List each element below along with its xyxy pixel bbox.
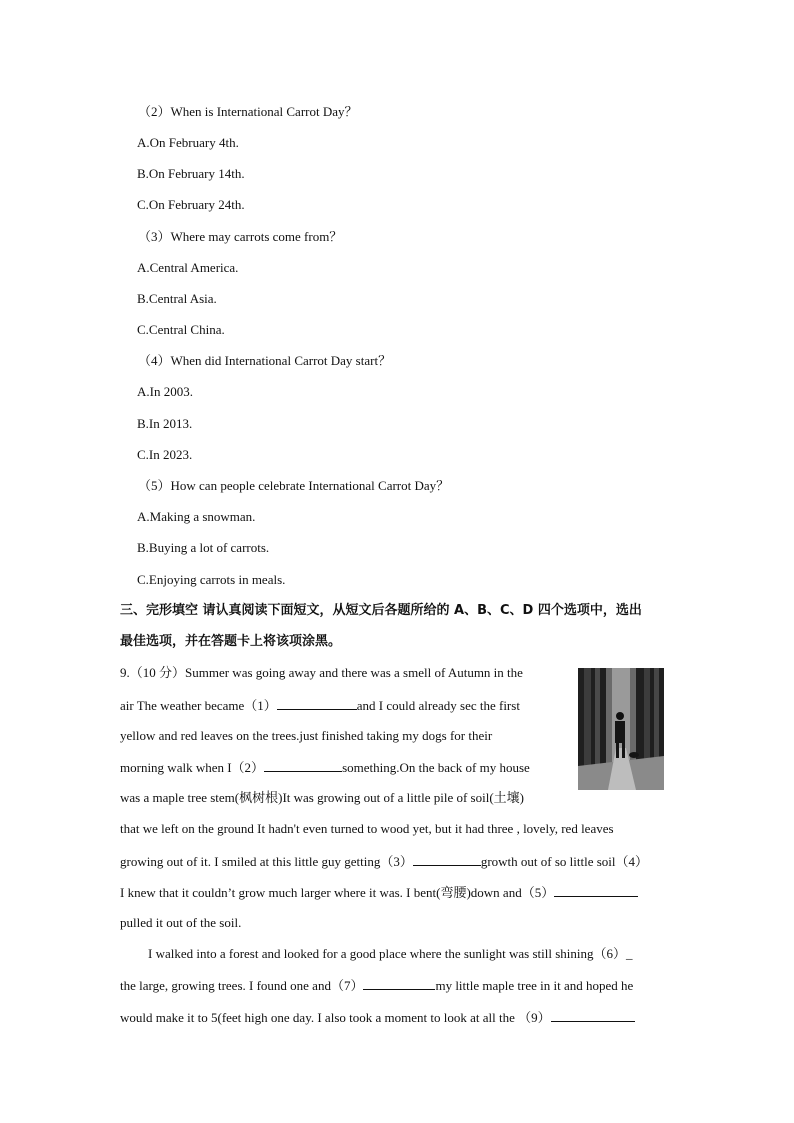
question-3-option-a: A.Central America. (137, 260, 239, 275)
question-2-option-b: B.On February 14th. (137, 166, 245, 181)
forest-photo (578, 668, 664, 790)
passage-line: 9.（10 分）Summer was going away and there was a smell of Autumn in the (120, 665, 523, 680)
answer-blank-3[interactable] (413, 853, 481, 866)
passage-line: pulled it out of the soil. (120, 915, 242, 930)
question-5-option-c: C.Enjoying carrots in meals. (137, 572, 286, 587)
question-4-option-a: A.In 2003. (137, 384, 193, 399)
answer-blank-5[interactable] (554, 884, 638, 897)
question-3-stem: （3）Where may carrots come from？ (138, 229, 343, 244)
passage-line (120, 977, 633, 994)
passage-text: I knew that it couldn’t grow much larger where it was. I bent(弯腰)down and（5） (120, 885, 555, 900)
question-3-option-c: C.Central China. (137, 322, 225, 337)
question-4-option-c: C.In 2023. (137, 447, 193, 462)
question-2-stem: （2）When is International Carrot Day？ (138, 104, 358, 119)
passage-text: the large, growing trees. I found one and（7） (120, 978, 364, 993)
answer-blank-1[interactable] (277, 697, 357, 710)
passage-text: something.On the back of my house (342, 760, 530, 775)
question-4-option-b: B.In 2013. (137, 416, 193, 431)
section-heading: 三、完形填空 请认真阅读下面短文，从短文后各题所给的 A、B、C、D 四个选项中，选出 (120, 603, 642, 618)
passage-text: morning walk when I（2） (120, 760, 265, 775)
section-heading-continued: 最佳选项，并在答题卡上将该项涂黑。 (120, 634, 342, 649)
passage-text: air The weather became（1） (120, 698, 277, 713)
answer-blank-9[interactable] (551, 1009, 635, 1022)
passage-text: growth out of so little soil（4） (480, 854, 649, 869)
passage-line (120, 759, 530, 776)
passage-line: I walked into a forest and looked for a good place where the sunlight was still shining（6）_ (148, 946, 633, 961)
passage-line: that we left on the ground It hadn't even turned to wood yet, but it had three , lovely, red leaves (120, 821, 614, 836)
passage-line: was a maple tree stem(枫树根)It was growing out of a little pile of soil(土壤) (120, 790, 524, 805)
passage-line (120, 853, 648, 870)
question-2-option-c: C.On February 24th. (137, 197, 245, 212)
passage-line (120, 697, 520, 714)
passage-text: my little maple tree in it and hoped he (435, 978, 634, 993)
question-4-stem: （4）When did International Carrot Day start？ (138, 353, 392, 368)
passage-text: growing out of it. I smiled at this little guy getting（3） (120, 854, 413, 869)
answer-blank-2[interactable] (264, 759, 342, 772)
passage-text: and I could already sec the first (356, 698, 520, 713)
question-3-option-b: B.Central Asia. (137, 291, 217, 306)
question-2-option-a: A.On February 4th. (137, 135, 239, 150)
question-5-option-a: A.Making a snowman. (137, 509, 256, 524)
forest-walk-illustration (578, 668, 664, 790)
question-5-stem: （5）How can people celebrate International Carrot Day？ (138, 478, 450, 493)
passage-line (120, 884, 638, 901)
passage-line: yellow and red leaves on the trees.just finished taking my dogs for their (120, 728, 493, 743)
answer-blank-7[interactable] (363, 977, 435, 990)
passage-text: would make it to 5(feet high one day. I also took a moment to look at all the （9） (120, 1010, 551, 1025)
passage-line (120, 1009, 635, 1026)
question-5-option-b: B.Buying a lot of carrots. (137, 540, 270, 555)
